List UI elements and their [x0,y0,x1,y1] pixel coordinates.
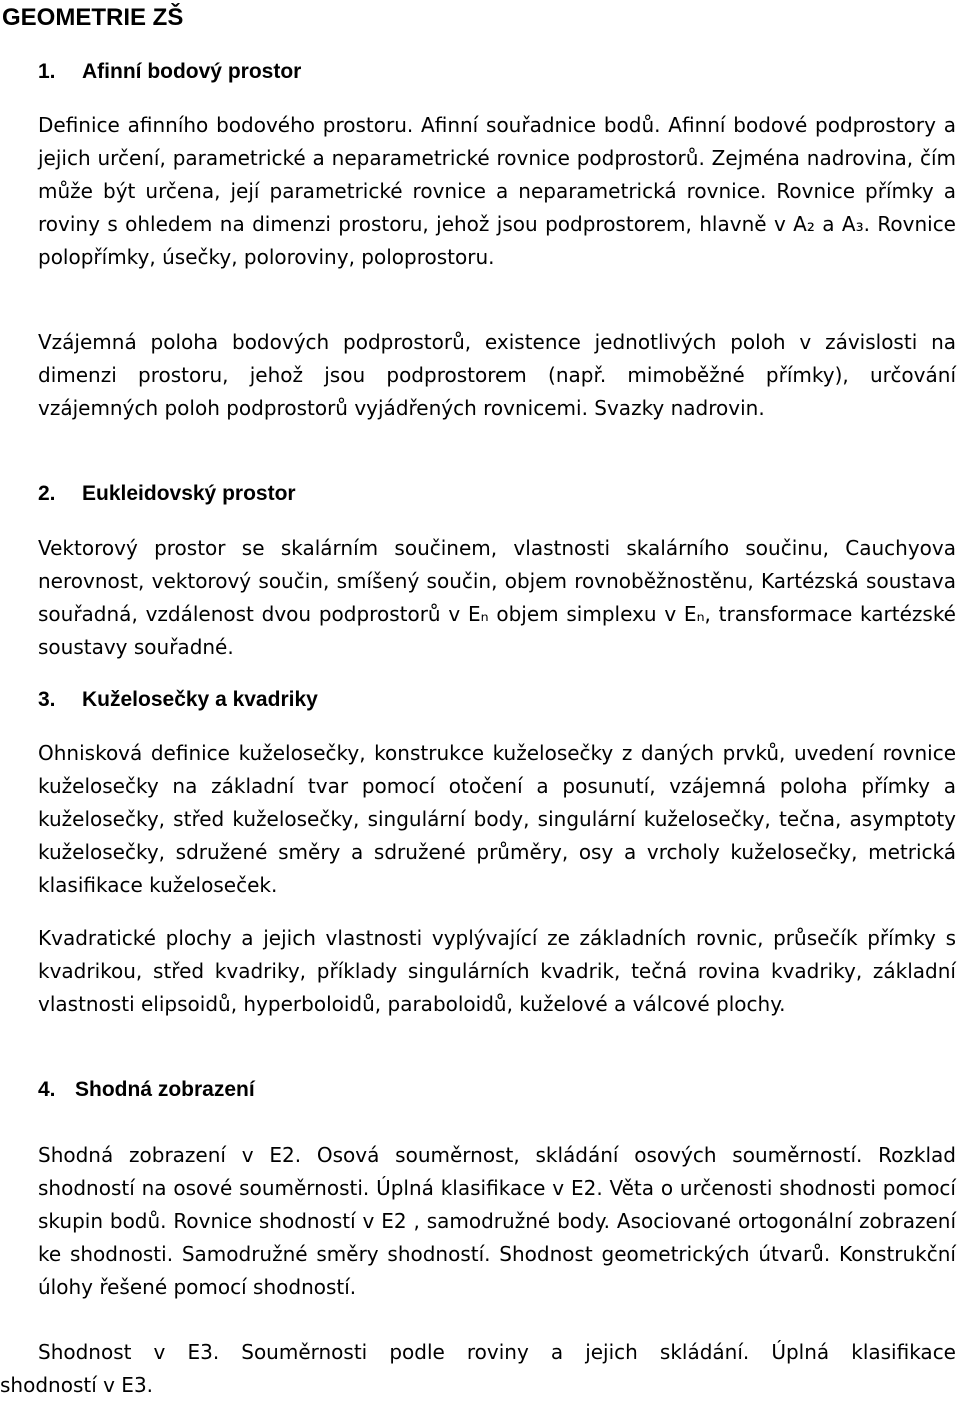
document-title: GEOMETRIE ZŠ [2,4,184,31]
section-number: 2. [38,482,56,505]
section-number: 4. [38,1078,56,1101]
section-number: 3. [38,688,56,711]
section-title: Eukleidovský prostor [82,482,296,505]
paragraph: Kvadratické plochy a jejich vlastnosti vyplývající ze základních rovnic, průsečík přímky s kvadrikou, střed kvadriky, příklady singulárních kvadrik, tečná rovina kvadriky, základní vlastnosti elipsoidů, hyperboloidů, paraboloidů, kuželové a válcové plochy. [38,926,956,1016]
section-heading-4 [38,1076,255,1104]
paragraph: Shodnost v E3. Souměrnosti podle roviny a jejich skládání. Úplná klasifikace [38,1340,956,1364]
paragraph: Vektorový prostor se skalárním součinem, vlastnosti skalárního součinu, Cauchyova nerovnost, vektorový součin, smíšený součin, objem rovnoběžnostěnu, Kartézská soustava souřadná, vzdálenost dvou podprostorů v Eₙ objem simplexu v Eₙ, transformace kartézské soustavy souřadné. [38,536,956,659]
section-number: 1. [38,60,56,83]
section-heading-2 [38,480,296,508]
section-heading-1 [38,58,301,86]
paragraph: Ohnisková definice kuželosečky, konstrukce kuželosečky z daných prvků, uvedení rovnice kuželosečky na základní tvar pomocí otočení a posunutí, vzájemná poloha přímky a kuželosečky, střed kuželosečky, singulární body, singulární kuželosečky, tečna, asymptoty kuželosečky, sdružené směry a sdružené průměry, osy a vrcholy kuželosečky, metrická klasifikace kuželoseček. [38,741,956,897]
section-title: Kuželosečky a kvadriky [82,688,318,711]
section-heading-3 [38,686,318,714]
section-title: Afinní bodový prostor [82,60,302,83]
paragraph: Vzájemná poloha bodových podprostorů, existence jednotlivých poloh v závislosti na dimenzi prostoru, jehož jsou podprostorem (např. mimoběžné přímky), určování vzájemných poloh podprostorů vyjádřených rovnicemi. Svazky nadrovin. [38,330,956,420]
paragraph: Shodná zobrazení v E2. Osová souměrnost, skládání osových souměrností. Rozklad shodností na osové souměrnosti. Úplná klasifikace v E2. Věta o určenosti shodnosti pomocí skupin bodů. Rovnice shodností v E2 , samodružné body. Asociované ortogonální zobrazení ke shodnosti. Samodružné směry shodností. Shodnost geometrických útvarů. Konstrukční úlohy řešené pomocí shodností. [38,1143,956,1299]
paragraph-continuation: shodností v E3. [0,1373,154,1397]
paragraph: Definice afinního bodového prostoru. Afinní souřadnice bodů. Afinní bodové podprostory a jejich určení, parametrické a neparametrické rovnice podprostorů. Zejména nadrovina, čím může být určena, její parametrické rovnice a neparametrická rovnice. Rovnice přímky a roviny s ohledem na dimenzi prostoru, jehož jsou podprostorem, hlavně v A₂ a A₃. Rovnice polopřímky, úsečky, poloroviny, poloprostoru. [38,113,956,269]
section-title: Shodná zobrazení [75,1078,255,1101]
